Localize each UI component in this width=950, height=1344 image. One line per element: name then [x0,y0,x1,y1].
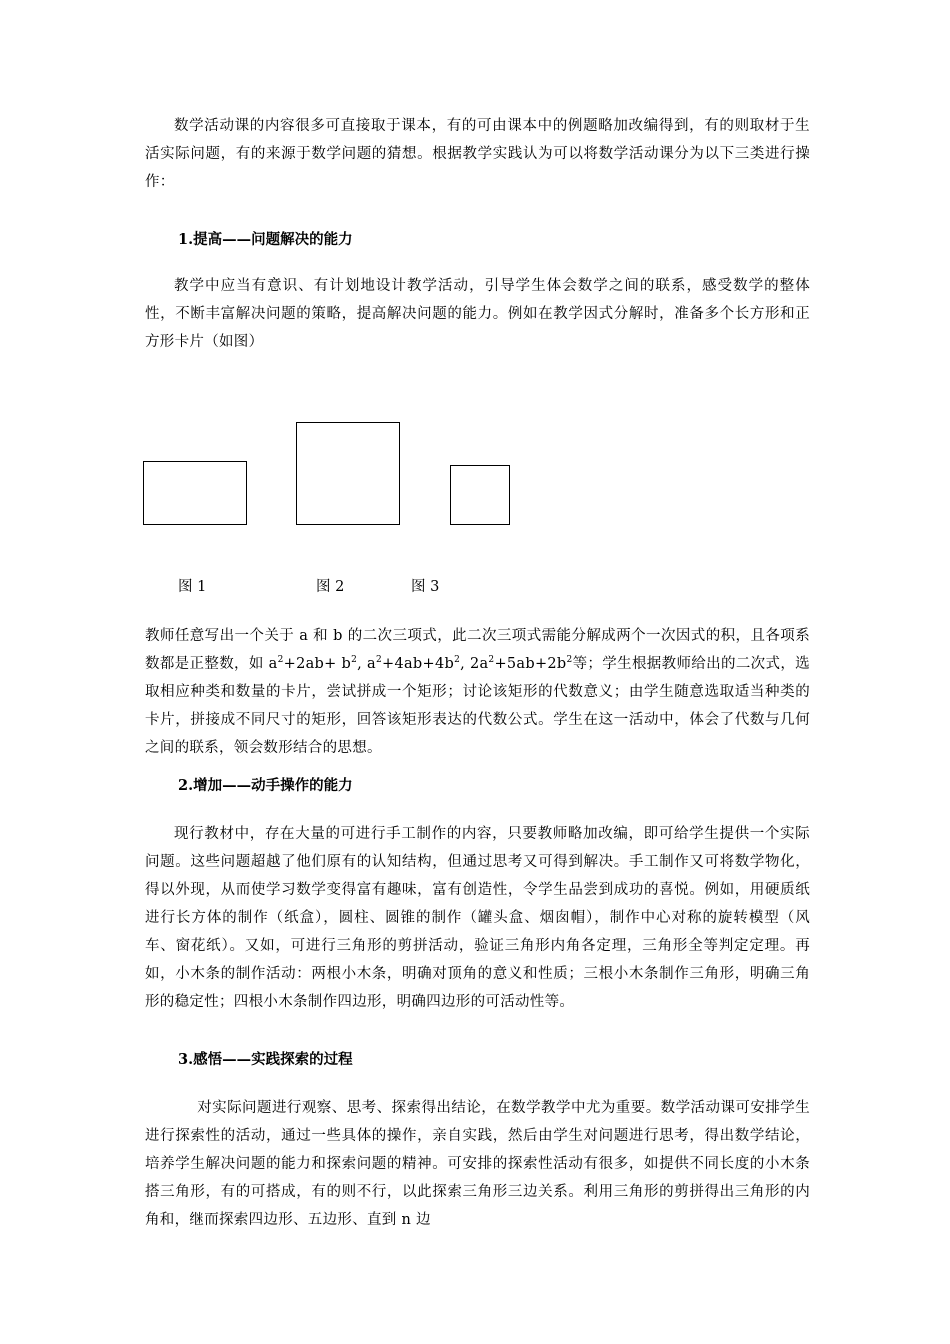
text-run: 教师任意写出一个关于 a 和 b 的二次三项式，此二次三项式需能分解成两个一次因式的积，且各项系数都是正整数，如 a [145,628,810,672]
intro-paragraph: 数学活动课的内容很多可直接取于课本，有的可由课本中的例题略加改编得到，有的则取材于生活实际问题，有的来源于数学问题的猜想。根据教学实践认为可以将数学活动课分为以下三类进行操作： [145,118,810,190]
section-1-paragraph: 教学中应当有意识、有计划地设计教学活动，引导学生体会数学之间的联系，感受数学的整体性，不断丰富解决问题的策略，提高解决问题的能力。例如在教学因式分解时，准备多个长方形和正方形卡片（如图） [145,278,810,350]
exponent: 2 [351,655,358,666]
small-square-card [450,465,510,525]
text-run: +4ab+4b [382,656,455,672]
section-3-paragraph: 对实际问题进行观察、思考、探索得出结论，在数学教学中尤为重要。数学活动课可安排学生进行探索性的活动，通过一些具体的操作，亲自实践，然后由学生对问题进行思考，得出数学结论，培养学生解决问题的能力和探索问题的精神。可安排的探索性活动有很多，如提供不同长度的小木条搭三角形，有的可搭成，有的则不行，以此探索三角形三边关系。利用三角形的剪拼得出三角形的内角和，继而探索四边形、五边形、直到 n 边 [145,1100,810,1228]
text-run: 等；学生根据教师给出的二次式，选取相应种类和数量的卡片，尝试拼成一个矩形；讨论该矩形的代数意义；由学生随意选取适当种类的卡片，拼接成不同尺寸的矩形，回答该矩形表达的代数公式。学生在这一活动中，体会了代数与几何之间的联系，领会数形结合的思想。 [145,656,810,756]
section-1-heading: 1.提高——问题解决的能力 [178,231,353,248]
section-1-paragraph-2 [145,622,810,762]
exponent: 2 [488,655,495,666]
section-2-paragraph: 现行教材中，存在大量的可进行手工制作的内容，只要教师略加改编，即可给学生提供一个实际问题。这些问题超越了他们原有的认知结构，但通过思考又可得到解决。手工制作又可将数学物化，得以外现，从而使学习数学变得富有趣味，富有创造性，令学生品尝到成功的喜悦。例如，用硬质纸进行长方体的制作（纸盒），圆柱、圆锥的制作（罐头盒、烟囱帽），制作中心对称的旋转模型（风车、窗花纸）。又如，可进行三角形的剪拼活动，验证三角形内角各定理，三角形全等判定定理。再如，小木条的制作活动：两根小木条，明确对顶角的意义和性质；三根小木条制作三角形，明确三角形的稳定性；四根小木条制作四边形，明确四边形的可活动性等。 [145,826,810,1010]
exponent: 2 [375,655,382,666]
exponent: 2 [277,655,284,666]
section-3-heading: 3.感悟——实践探索的过程 [178,1051,353,1068]
figure-2-label: 图 2 [316,579,345,595]
large-square-card [296,422,400,525]
text-run: +5ab+2b [494,656,567,672]
figure-3-label: 图 3 [411,579,440,595]
text-run: , 2a [460,656,489,672]
rectangle-card [143,461,247,525]
section-2-heading: 2.增加——动手操作的能力 [178,777,353,794]
exponent: 2 [454,655,461,666]
text-run: +2ab+ b [283,656,352,672]
exponent: 2 [566,655,573,666]
figure-1-label: 图 1 [178,579,207,595]
text-run: , a [357,656,376,672]
